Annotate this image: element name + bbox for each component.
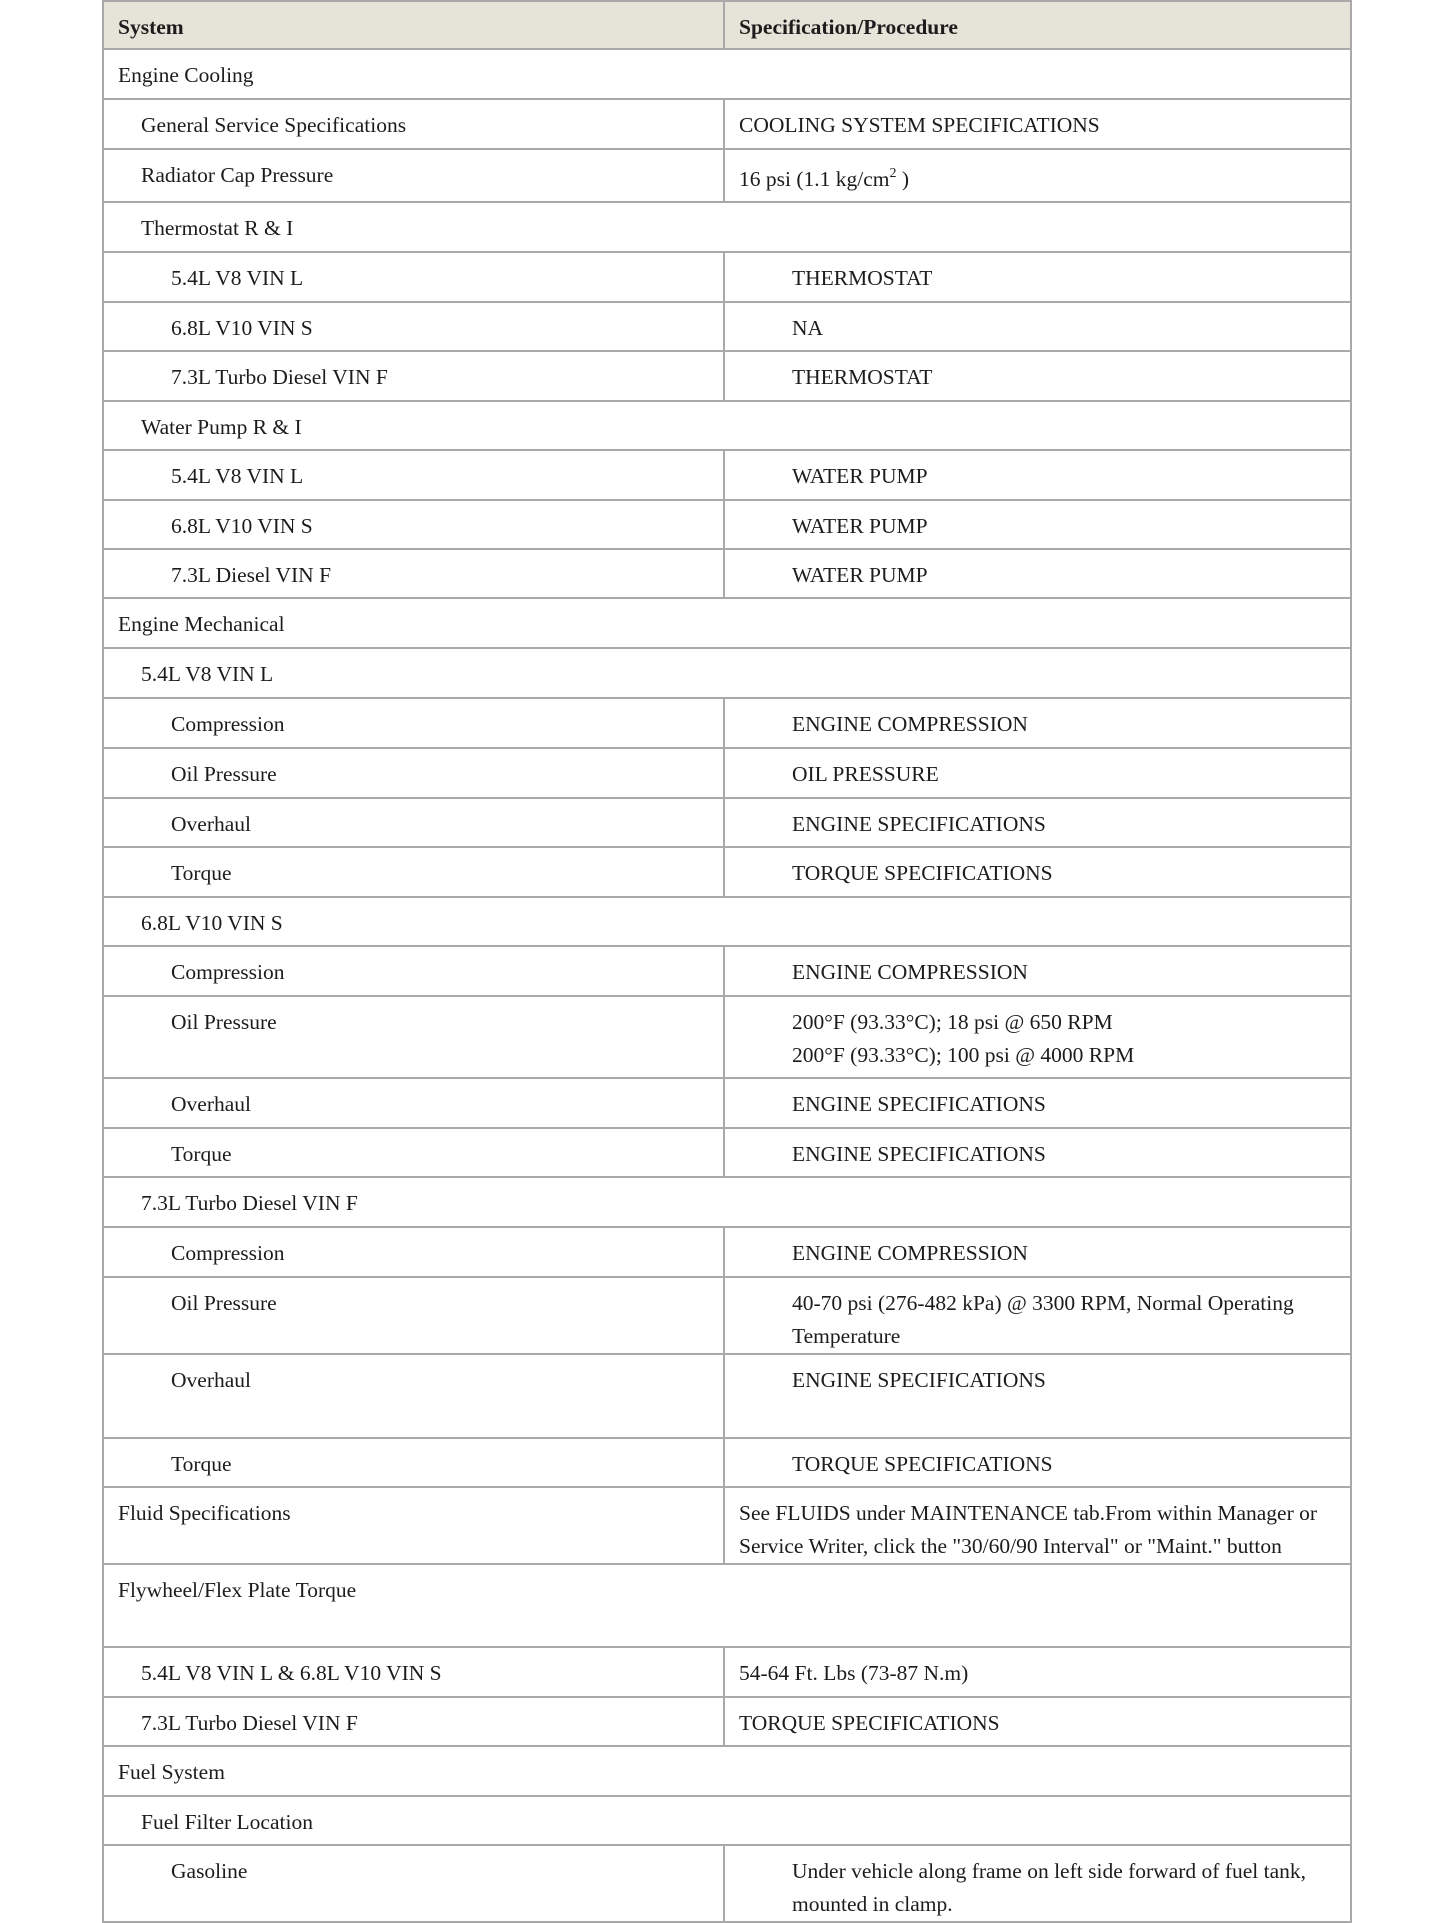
section-row	[103, 598, 1351, 648]
table-row	[103, 99, 1351, 149]
specification-cell: COOLING SYSTEM SPECIFICATIONS	[724, 99, 1351, 149]
section-label: Engine Cooling	[103, 49, 1351, 99]
system-cell: General Service Specifications	[103, 99, 724, 149]
system-cell: Overhaul	[103, 798, 724, 847]
specification-value-suffix: )	[896, 167, 910, 191]
specification-line: Service Writer, click the "30/60/90 Interval" or "Maint." button	[739, 1534, 1282, 1558]
system-cell: 5.4L V8 VIN L	[103, 252, 724, 302]
section-label: 6.8L V10 VIN S	[103, 897, 1351, 946]
specification-cell	[724, 1277, 1351, 1354]
system-cell: Overhaul	[103, 1078, 724, 1128]
specification-line: Temperature	[792, 1324, 901, 1348]
section-label: Flywheel/Flex Plate Torque	[103, 1564, 1351, 1647]
system-cell: Compression	[103, 946, 724, 996]
superscript: 2	[889, 166, 897, 181]
specification-cell: ENGINE SPECIFICATIONS	[724, 798, 1351, 847]
system-cell: Compression	[103, 1227, 724, 1277]
specification-cell: WATER PUMP	[724, 450, 1351, 500]
section-row	[103, 401, 1351, 450]
table-row	[103, 946, 1351, 996]
specification-cell: OIL PRESSURE	[724, 748, 1351, 798]
table-row	[103, 1078, 1351, 1128]
specification-line: 200°F (93.33°C); 18 psi @ 650 RPM	[792, 1010, 1113, 1034]
table-body	[103, 49, 1351, 1922]
system-cell: 6.8L V10 VIN S	[103, 302, 724, 351]
specification-cell: ENGINE SPECIFICATIONS	[724, 1354, 1351, 1438]
system-cell: Gasoline	[103, 1845, 724, 1922]
section-row	[103, 648, 1351, 698]
table-row	[103, 798, 1351, 847]
table-row	[103, 847, 1351, 897]
specification-cell: TORQUE SPECIFICATIONS	[724, 847, 1351, 897]
specification-cell	[724, 1845, 1351, 1922]
table-row	[103, 1487, 1351, 1564]
specification-cell: ENGINE SPECIFICATIONS	[724, 1078, 1351, 1128]
table-row	[103, 252, 1351, 302]
specification-cell: ENGINE COMPRESSION	[724, 1227, 1351, 1277]
system-cell: 7.3L Turbo Diesel VIN F	[103, 1697, 724, 1746]
table-row	[103, 450, 1351, 500]
system-cell: Compression	[103, 698, 724, 748]
specification-cell: NA	[724, 302, 1351, 351]
specification-line: Under vehicle along frame on left side forward of fuel tank,	[792, 1859, 1307, 1883]
section-row	[103, 1746, 1351, 1796]
specification-cell: 54-64 Ft. Lbs (73-87 N.m)	[724, 1647, 1351, 1697]
table-row	[103, 1277, 1351, 1354]
specification-value: 16 psi (1.1 kg/cm	[739, 167, 890, 191]
specification-cell: TORQUE SPECIFICATIONS	[724, 1438, 1351, 1487]
table-row	[103, 1845, 1351, 1922]
table-row	[103, 1227, 1351, 1277]
specification-cell: THERMOSTAT	[724, 351, 1351, 401]
table-row	[103, 1647, 1351, 1697]
system-cell: Oil Pressure	[103, 996, 724, 1078]
section-label: Fuel Filter Location	[103, 1796, 1351, 1845]
system-cell: 6.8L V10 VIN S	[103, 500, 724, 549]
section-row	[103, 1564, 1351, 1647]
column-header-specification: Specification/Procedure	[724, 1, 1351, 49]
system-cell: Fluid Specifications	[103, 1487, 724, 1564]
system-cell: Radiator Cap Pressure	[103, 149, 724, 202]
section-row	[103, 1177, 1351, 1227]
table-row	[103, 1697, 1351, 1746]
system-cell: Torque	[103, 1438, 724, 1487]
system-cell: Overhaul	[103, 1354, 724, 1438]
table-row	[103, 351, 1351, 401]
system-cell: Oil Pressure	[103, 748, 724, 798]
specification-cell	[724, 149, 1351, 202]
table-row	[103, 500, 1351, 549]
specification-cell	[724, 1487, 1351, 1564]
section-label: Thermostat R & I	[103, 202, 1351, 252]
system-cell: 7.3L Diesel VIN F	[103, 549, 724, 598]
section-label: 7.3L Turbo Diesel VIN F	[103, 1177, 1351, 1227]
section-label: Fuel System	[103, 1746, 1351, 1796]
table-row	[103, 302, 1351, 351]
specification-cell: WATER PUMP	[724, 500, 1351, 549]
column-header-system: System	[103, 1, 724, 49]
specification-line: mounted in clamp.	[792, 1892, 953, 1916]
section-row	[103, 1796, 1351, 1845]
table-header-row	[103, 1, 1351, 49]
specifications-table	[102, 0, 1352, 1923]
system-cell: 5.4L V8 VIN L	[103, 450, 724, 500]
section-row	[103, 897, 1351, 946]
section-label: 5.4L V8 VIN L	[103, 648, 1351, 698]
table-row	[103, 549, 1351, 598]
specification-cell: ENGINE SPECIFICATIONS	[724, 1128, 1351, 1177]
system-cell: Torque	[103, 1128, 724, 1177]
specification-line: See FLUIDS under MAINTENANCE tab.From within Manager or	[739, 1501, 1318, 1525]
section-row	[103, 202, 1351, 252]
specification-cell: ENGINE COMPRESSION	[724, 698, 1351, 748]
specification-cell: WATER PUMP	[724, 549, 1351, 598]
table-row	[103, 1354, 1351, 1438]
table-row	[103, 1438, 1351, 1487]
specification-line: 40-70 psi (276-482 kPa) @ 3300 RPM, Normal Operating	[792, 1291, 1294, 1315]
table-row	[103, 1128, 1351, 1177]
table-row	[103, 149, 1351, 202]
table-row	[103, 748, 1351, 798]
specification-cell: TORQUE SPECIFICATIONS	[724, 1697, 1351, 1746]
specification-cell: ENGINE COMPRESSION	[724, 946, 1351, 996]
specification-cell: THERMOSTAT	[724, 252, 1351, 302]
system-cell: Torque	[103, 847, 724, 897]
section-row	[103, 49, 1351, 99]
specification-line: 200°F (93.33°C); 100 psi @ 4000 RPM	[792, 1043, 1135, 1067]
section-label: Water Pump R & I	[103, 401, 1351, 450]
table-row	[103, 996, 1351, 1078]
system-cell: 5.4L V8 VIN L & 6.8L V10 VIN S	[103, 1647, 724, 1697]
section-label: Engine Mechanical	[103, 598, 1351, 648]
table-row	[103, 698, 1351, 748]
system-cell: 7.3L Turbo Diesel VIN F	[103, 351, 724, 401]
specification-cell	[724, 996, 1351, 1078]
system-cell: Oil Pressure	[103, 1277, 724, 1354]
